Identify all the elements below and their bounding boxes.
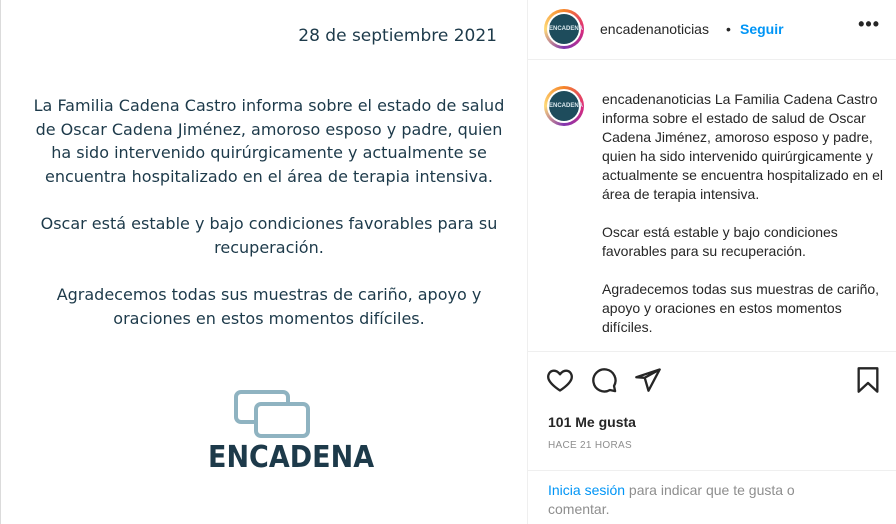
action-bar — [528, 352, 896, 408]
avatar[interactable] — [544, 9, 584, 49]
heart-icon[interactable] — [546, 366, 574, 394]
post-sidebar — [528, 0, 896, 524]
username-link[interactable]: encadenanoticias — [600, 21, 709, 37]
login-prompt — [528, 470, 896, 524]
caption-paragraph — [602, 90, 884, 204]
post-header — [528, 0, 896, 60]
logo-frames-icon — [201, 390, 341, 445]
avatar-ring — [547, 12, 584, 46]
caption-paragraph: Oscar está estable y bajo condiciones favorables para su recuperación. — [602, 224, 838, 259]
logo-wordmark: ENCADENA — [208, 440, 375, 475]
post-timestamp: HACE 21 HORAS — [548, 440, 632, 451]
encadena-logo — [201, 390, 375, 490]
post-paragraph: La Familia Cadena Castro informa sobre el estado de salud de Oscar Cadena Jiménez, amoroso esposo y padre, quien ha sido intervenido quirúrgicamente y actualmente se encuentra hospitalizado en el área de terapia intensiva. — [33, 96, 505, 186]
caption-text — [602, 90, 884, 352]
share-icon[interactable] — [634, 366, 662, 394]
caption-paragraph: Agradecemos todas sus muestras de cariño, apoyo y oraciones en estos momentos difíciles. — [602, 281, 880, 335]
likes-count[interactable]: 101 Me gusta — [548, 414, 636, 430]
login-rest: para indicar que te gusta o comentar. — [548, 482, 795, 517]
avatar-logo: ENCADENA — [549, 91, 579, 121]
post-date: 28 de septiembre 2021 — [298, 26, 497, 46]
caption-username[interactable]: encadenanoticias — [602, 91, 711, 107]
caption-area[interactable] — [528, 60, 896, 352]
avatar-logo: ENCADENA — [549, 14, 579, 44]
avatar[interactable] — [544, 86, 584, 126]
caption-paragraph-text: La Familia Cadena Castro informa sobre el estado de salud de Oscar Cadena Jiménez, amoroso esposo y padre, quien ha sido intervenido quirúrgicamente y actualmente se encuentra hospitalizado en el área de terapia intensiva. — [602, 91, 883, 202]
post-paragraph: Agradecemos todas sus muestras de cariño, apoyo y oraciones en estos momentos difíciles. — [56, 285, 482, 328]
follow-button[interactable]: Seguir — [740, 21, 784, 37]
login-text — [548, 481, 848, 519]
comment-icon[interactable] — [590, 366, 618, 394]
post-paragraph: Oscar está estable y bajo condiciones favorables para su recuperación. — [40, 214, 498, 257]
login-link[interactable]: Inicia sesión — [548, 482, 626, 498]
separator-dot: • — [726, 21, 731, 37]
avatar-ring — [547, 89, 584, 123]
post-body-text — [33, 94, 505, 354]
more-options-icon[interactable]: ••• — [858, 14, 880, 34]
bookmark-icon[interactable] — [854, 366, 882, 394]
